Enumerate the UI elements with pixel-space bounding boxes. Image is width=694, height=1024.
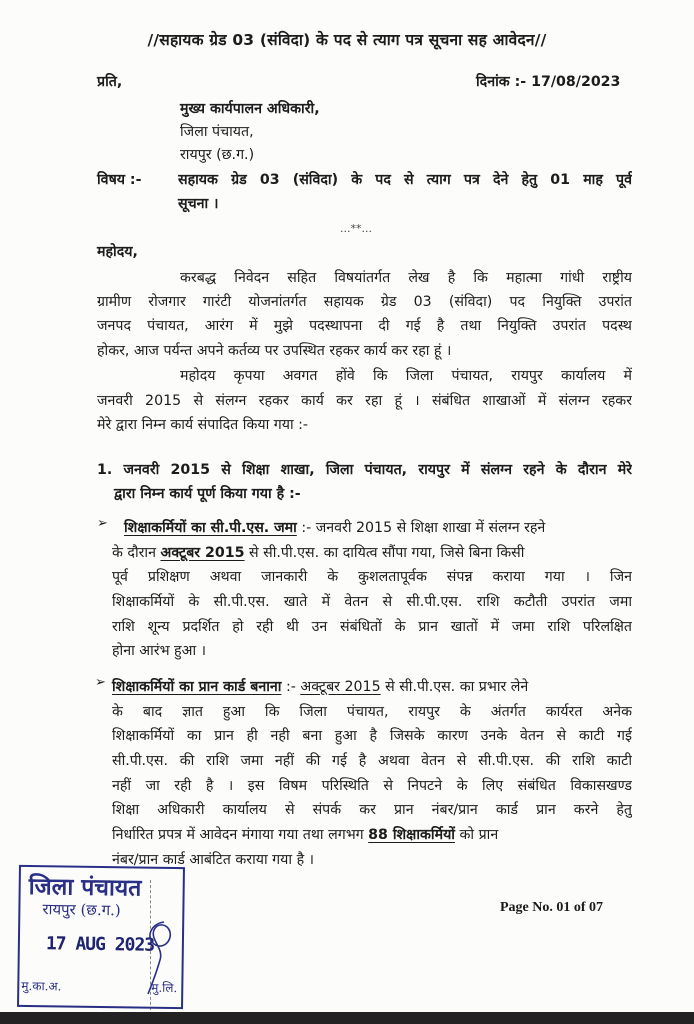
- paragraph-line: होकर, आज पर्यन्त अपने कर्तव्य पर उपस्थित रहकर कार्य कर रहा हूं ।: [97, 343, 452, 359]
- bullet-line: शिक्षा अधिकारी कार्यालय से संपर्क कर प्रान नंबर/प्रान कार्ड प्रान करने हेतु: [112, 802, 632, 818]
- emphasis-text: 88 शिक्षाकर्मियों: [368, 827, 455, 843]
- stamp-office-name: जिला पंचायत: [28, 872, 142, 902]
- bullet-line: शिक्षाकर्मियों के सी.पी.एस. खाते में वेतन से सी.पी.एस. राशि कटौती उपरांत जमा: [112, 594, 632, 610]
- bullet-line: राशि शून्य प्रदर्शित हो रही थी उन संबंधितों के प्रान खातों में जमा राशि परिलक्षित: [112, 619, 632, 635]
- document-title: //सहायक ग्रेड 03 (संविदा) के पद से त्याग पत्र सूचना सह आवेदन//: [147, 31, 547, 49]
- bullet-heading: शिक्षाकर्मियों का सी.पी.एस. जमा: [124, 520, 297, 536]
- bullet-text: :- जनवरी 2015 से शिक्षा शाखा में संलग्न रहने: [296, 520, 546, 536]
- bullet-line: [124, 518, 545, 537]
- emphasis-text: अक्टूबर 2015: [160, 545, 245, 561]
- subject-line: सूचना ।: [178, 196, 219, 212]
- stamp-left-label: मु.का.अ.: [21, 978, 62, 994]
- bottom-bar: [0, 1012, 694, 1024]
- bullet-line: [112, 825, 498, 844]
- bullet-line: के बाद ज्ञात हुआ कि जिला पंचायत, रायपुर के अंतर्गत कार्यरत अनेक: [112, 704, 632, 720]
- stamp-location: रायपुर (छ.ग.): [42, 900, 121, 920]
- bullet-text: के दौरान: [112, 545, 161, 561]
- bullet-text: से सी.पी.एस. का दायित्व सौंपा गया, जिसे बिना किसी: [244, 545, 525, 561]
- point-heading: 1. जनवरी 2015 से शिक्षा शाखा, जिला पंचायत, रायपुर में संलग्न रहने के दौरान मेरे: [97, 462, 632, 478]
- bullet-line: शिक्षाकर्मियों का प्रान ही नही बना हुआ है जिसके कारण उनके वेतन से काटी गई: [112, 728, 632, 744]
- to-label: प्रति,: [97, 74, 123, 90]
- emphasis-text: अक्टूबर 2015: [300, 679, 381, 695]
- date: दिनांक :- 17/08/2023: [476, 74, 621, 90]
- recipient-line: मुख्य कार्यपालन अधिकारी,: [180, 101, 320, 117]
- stamp-date: 17 AUG 2023: [45, 933, 155, 956]
- bullet-line: [112, 543, 524, 562]
- bullet-line: सी.पी.एस. की राशि जमा नहीं की गई है अथवा वेतन से सी.पी.एस. की राशि काटी: [112, 753, 632, 769]
- bullet-text: :-: [281, 679, 301, 695]
- subject-label: विषय :-: [97, 172, 142, 188]
- recipient-line: रायपुर (छ.ग.): [180, 147, 255, 163]
- subject-line: सहायक ग्रेड 03 (संविदा) के पद से त्याग पत्र देने हेतु 01 माह पूर्व: [178, 172, 632, 188]
- bullet-text: से सी.पी.एस. का प्रभार लेने: [380, 679, 529, 695]
- bullet-heading: शिक्षाकर्मियों का प्रान कार्ड बनाना: [112, 679, 282, 695]
- bullet-line: नंबर/प्रान कार्ड आबंटित कराया गया है ।: [112, 852, 314, 868]
- paragraph-line: ग्रामीण रोजगार गारंटी योजनांतर्गत सहायक ग्रेड 03 (संविदा) पद नियुक्ति उपरांत: [97, 294, 632, 310]
- page-number: Page No. 01 of 07: [500, 900, 604, 915]
- bullet-line: होना आरंभ हुआ ।: [112, 643, 206, 659]
- paragraph-line: करबद्ध निवेदन सहित विषयांतर्गत लेख है कि महात्मा गांधी राष्ट्रीय: [180, 270, 632, 286]
- paragraph-line: जनपद पंचायत, आरंग में मुझे पदस्थापना दी गई है तथा नियुक्ति उपरांत पदस्थ: [97, 318, 632, 334]
- bullet-line: नहीं जा रही है । इस विषम परिस्थिति से निपटने के लिए संबंधित विकासखण्ड: [112, 778, 632, 794]
- recipient-line: जिला पंचायत,: [180, 124, 254, 140]
- bullet-line: पूर्व प्रशिक्षण अथवा जानकारी के कुशलतापूर्वक संपन्न कराया गया । जिन: [112, 569, 632, 585]
- bullet-arrow-icon: ➢: [95, 675, 106, 690]
- bullet-text: को प्रान: [454, 827, 499, 843]
- paragraph-line: महोदय कृपया अवगत होंवे कि जिला पंचायत, रायपुर कार्यालय में: [180, 368, 632, 384]
- separator: ...**...: [340, 222, 372, 235]
- point-heading: द्वारा निम्न कार्य पूर्ण किया गया है :-: [114, 486, 301, 502]
- paragraph-line: जनवरी 2015 से संलग्न रहकर कार्य कर रहा हूं । संबंधित शाखाओं में संलग्न रहकर: [97, 393, 632, 409]
- salutation: महोदय,: [97, 244, 138, 260]
- bullet-arrow-icon: ➢: [97, 516, 108, 531]
- bullet-text: निर्धारित प्रपत्र में आवेदन मंगाया गया तथा लगभग: [112, 827, 369, 843]
- signature-mark: [140, 918, 180, 998]
- bullet-line: [112, 677, 528, 696]
- stamp-right-label: मु.लि.: [151, 980, 178, 996]
- paragraph-line: मेरे द्वारा निम्न कार्य संपादित किया गया :-: [97, 417, 309, 433]
